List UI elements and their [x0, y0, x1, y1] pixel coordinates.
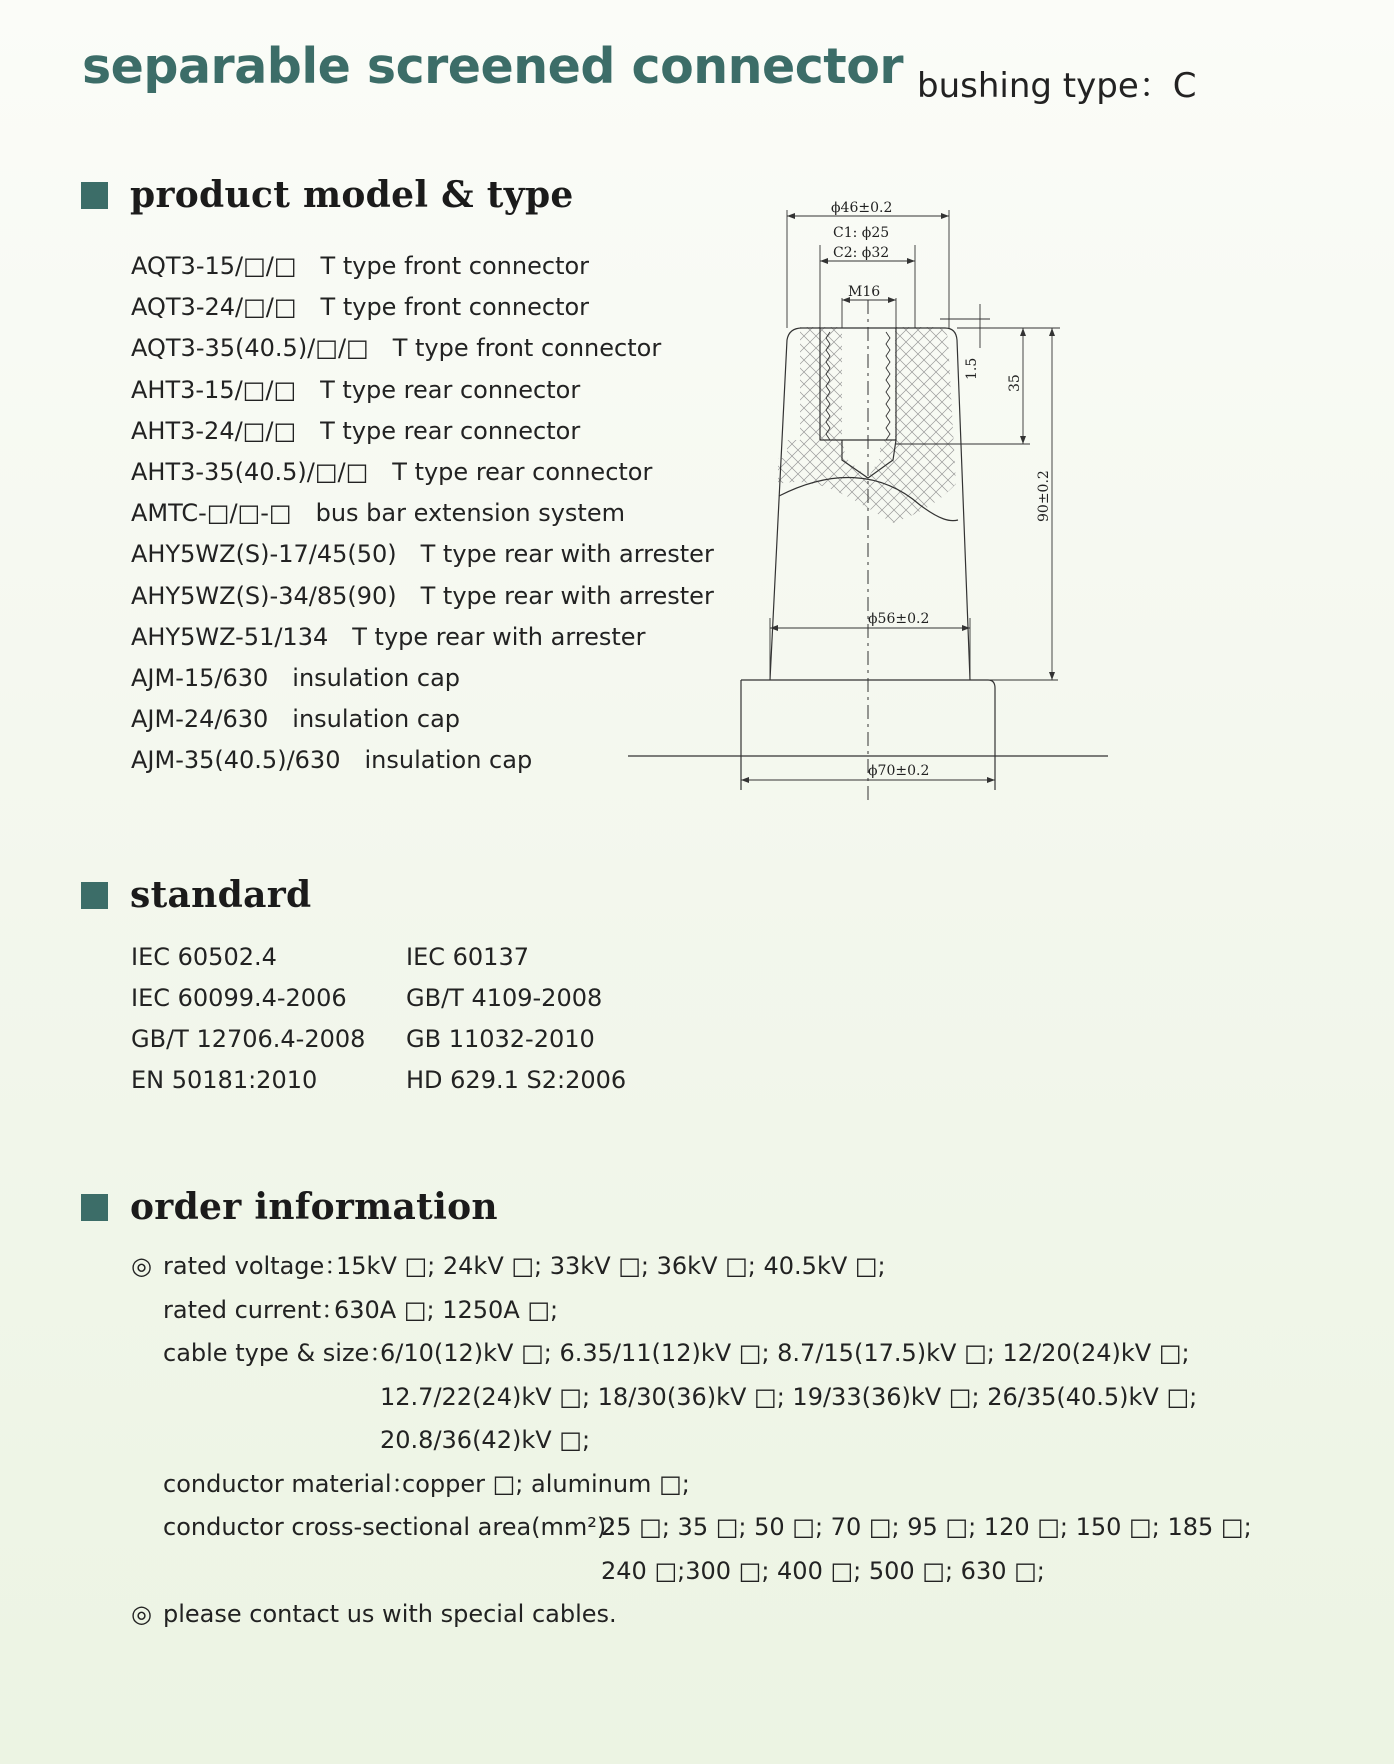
model-desc: bus bar extension system: [315, 499, 625, 528]
model-desc: T type rear connector: [320, 375, 581, 404]
standard-item: IEC 60099.4-2006: [131, 984, 347, 1012]
dim-35: 35: [1007, 374, 1023, 392]
standard-item: GB/T 4109-2008: [406, 984, 603, 1012]
page-title: separable screened connector: [82, 38, 904, 95]
model-desc: T type rear connector: [392, 457, 653, 486]
model-code: AQT3-35(40.5)/□/□: [131, 334, 369, 363]
section-title: standard: [130, 874, 312, 916]
cross-section-label: conductor cross-sectional area(mm²)：: [163, 1513, 631, 1541]
model-desc: T type front connector: [320, 293, 590, 322]
dim-base-diameter: ϕ70±0.2: [868, 763, 930, 779]
model-desc: insulation cap: [364, 746, 533, 775]
model-desc: insulation cap: [292, 705, 461, 734]
section-marker-icon: [81, 882, 108, 909]
cross-section-values: 240 □;300 □; 400 □; 500 □; 630 □;: [601, 1556, 1045, 1585]
model-code: AHY5WZ(S)-34/85(90): [131, 581, 397, 610]
section-product-heading: [81, 174, 574, 216]
section-title: order information: [130, 1186, 498, 1228]
dim-mid-diameter: ϕ56±0.2: [868, 611, 930, 627]
model-desc: T type rear with arrester: [420, 581, 714, 610]
model-code: AQT3-24/□/□: [131, 293, 297, 322]
bushing-type: bushing type：C: [917, 66, 1197, 106]
table-row: [131, 978, 603, 1019]
table-row: [131, 1019, 595, 1060]
cable-type-values: 6/10(12)kV □; 6.35/11(12)kV □; 8.7/15(17.5)kV □; 12/20(24)kV □;: [380, 1339, 1190, 1367]
dim-90: 90±0.2: [1036, 470, 1052, 522]
standards-list: [131, 937, 627, 1101]
model-desc: T type front connector: [320, 252, 590, 280]
model-code: AHT3-15/□/□: [131, 375, 297, 404]
conductor-material-label: conductor material：: [163, 1469, 416, 1498]
model-code: AHT3-24/□/□: [131, 416, 297, 445]
model-code: AHY5WZ-51/134: [131, 622, 329, 651]
model-desc: T type rear connector: [320, 416, 581, 445]
model-code: AHT3-35(40.5)/□/□: [131, 457, 369, 486]
rated-voltage-label: rated voltage：: [163, 1252, 349, 1280]
conductor-material-values: copper □; aluminum □;: [402, 1469, 690, 1498]
bullet-icon: ◎: [131, 1600, 152, 1628]
model-code: AJM-24/630: [131, 705, 269, 734]
model-code: AHY5WZ(S)-17/45(50): [131, 540, 397, 569]
table-row: [131, 1060, 627, 1101]
cross-section-values: 25 □; 35 □; 50 □; 70 □; 95 □; 120 □; 150 □; 185 □;: [601, 1513, 1252, 1541]
section-marker-icon: [81, 182, 108, 209]
standard-item: GB 11032-2010: [406, 1025, 595, 1053]
special-cables-note: please contact us with special cables.: [163, 1600, 617, 1628]
dim-top-diameter: ϕ46±0.2: [831, 200, 893, 216]
model-desc: T type rear with arrester: [352, 622, 646, 651]
rated-current-values: 630A □; 1250A □;: [334, 1295, 559, 1324]
cable-type-values: 12.7/22(24)kV □; 18/30(36)kV □; 19/33(36)kV □; 26/35(40.5)kV □;: [380, 1382, 1198, 1411]
dim-c2: C2: ϕ32: [833, 245, 890, 261]
standard-item: EN 50181:2010: [131, 1066, 318, 1094]
rated-voltage-values: 15kV □; 24kV □; 33kV □; 36kV □; 40.5kV □;: [336, 1252, 886, 1280]
model-code: AQT3-15/□/□: [131, 252, 297, 280]
standard-item: GB/T 12706.4-2008: [131, 1025, 366, 1053]
dim-thread: M16: [848, 284, 881, 300]
bushing-dimension-drawing: [620, 190, 1120, 800]
section-title: product model & type: [130, 174, 574, 216]
model-code: AJM-35(40.5)/630: [131, 746, 341, 775]
standard-item: IEC 60137: [406, 943, 529, 971]
table-row: [131, 937, 529, 978]
section-order-heading: [81, 1186, 498, 1228]
model-code: AJM-15/630: [131, 663, 269, 692]
bullet-icon: ◎: [131, 1252, 152, 1280]
rated-current-label: rated current：: [163, 1295, 346, 1324]
section-standard-heading: [81, 874, 311, 916]
model-desc: insulation cap: [292, 663, 461, 692]
drawing-outline: [628, 327, 1108, 790]
cable-type-label: cable type & size：: [163, 1339, 394, 1367]
section-marker-icon: [81, 1194, 108, 1221]
model-code: AMTC-□/□-□: [131, 499, 292, 528]
cable-type-values: 20.8/36(42)kV □;: [380, 1426, 591, 1454]
model-desc: T type rear with arrester: [420, 540, 714, 569]
standard-item: HD 629.1 S2:2006: [406, 1066, 627, 1094]
standard-item: IEC 60502.4: [131, 943, 277, 971]
model-desc: T type front connector: [392, 334, 662, 363]
dim-1-5: 1.5: [964, 357, 980, 380]
dim-c1: C1: ϕ25: [833, 225, 890, 241]
